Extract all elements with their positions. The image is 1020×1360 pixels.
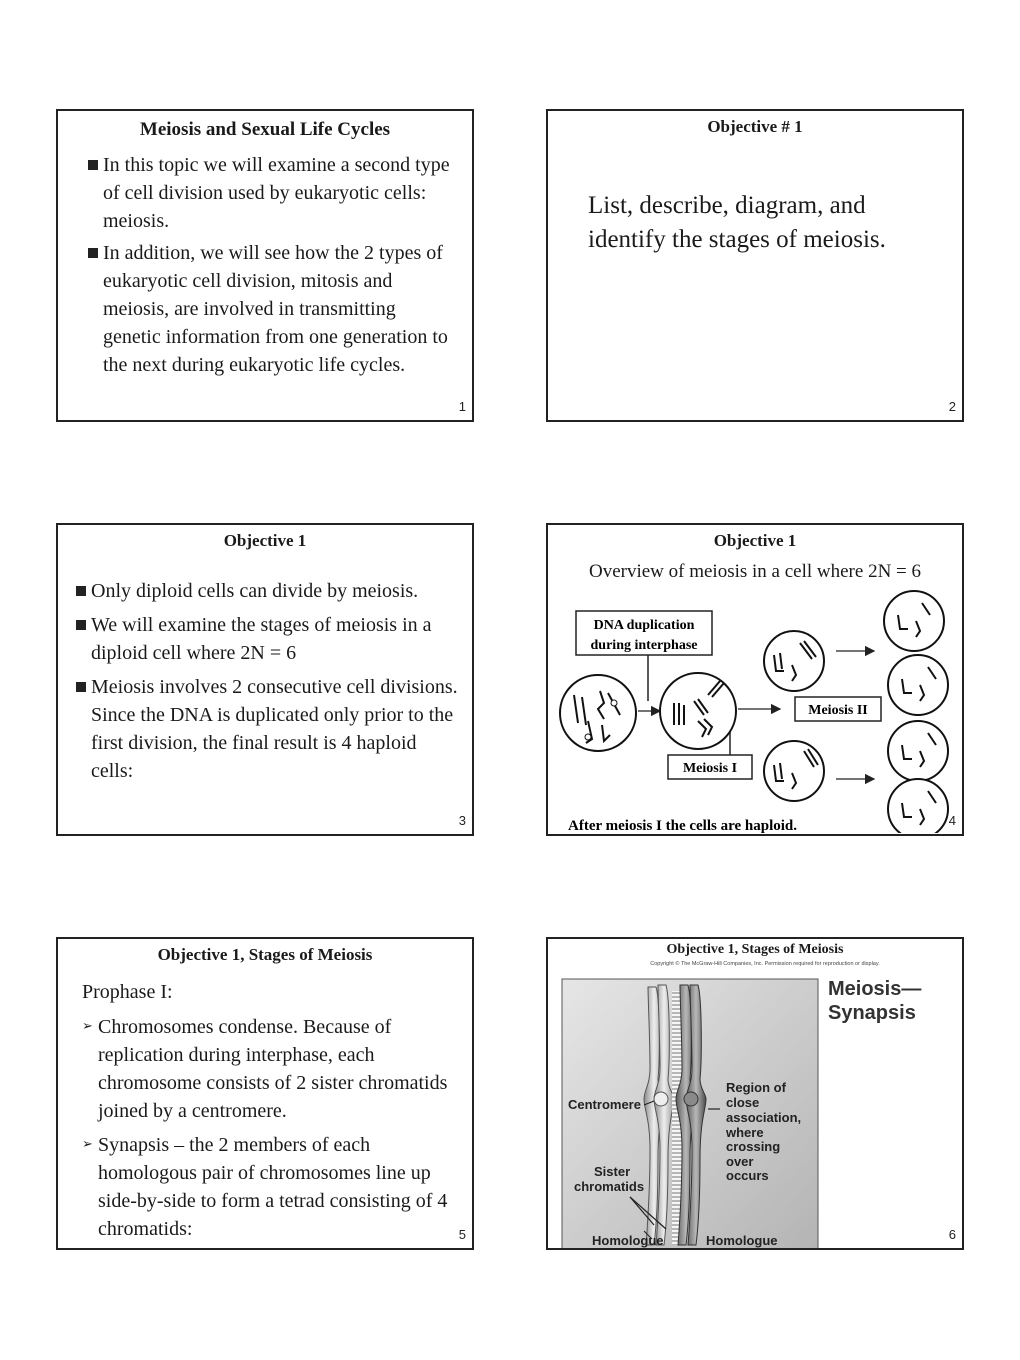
slide-6 xyxy=(546,937,964,1250)
bullet-list xyxy=(88,151,454,379)
arrow-bullet-icon: ➢ xyxy=(82,1019,93,1034)
label-region-6: over xyxy=(726,1154,754,1169)
dna-label-line-1: DNA duplication xyxy=(593,618,695,633)
bullet-item: Only diploid cells can divide by meiosis. xyxy=(76,577,458,605)
slide-5 xyxy=(56,937,474,1250)
daughter-cell-top xyxy=(764,631,824,691)
label-sister-2: chromatids xyxy=(574,1179,645,1194)
label-sister-1: Sister xyxy=(594,1164,631,1179)
bullet-list xyxy=(76,577,458,785)
slide-subtitle: Overview of meiosis in a cell where 2N = 6 xyxy=(588,561,922,582)
daughter-cell-bottom xyxy=(764,741,824,801)
square-bullet-icon xyxy=(88,248,98,258)
label-region-5: crossing xyxy=(726,1139,781,1154)
section-heading: Prophase I: xyxy=(82,981,173,1003)
label-region-3: association, xyxy=(726,1110,802,1125)
haploid-cell-3 xyxy=(888,721,948,781)
label-homologue-left: Homologue xyxy=(592,1233,664,1248)
square-bullet-icon xyxy=(88,160,98,170)
slide-title: Objective # 1 xyxy=(707,117,803,136)
meiosis-overview-diagram xyxy=(548,525,962,834)
slide-3 xyxy=(56,523,474,836)
label-region-2: close xyxy=(726,1095,760,1110)
bullet-item: ➢ Chromosomes condense. Because of replication during interphase, each chromosome consists of 2 sister chromatids joined by a centromere. xyxy=(82,1013,458,1125)
meiosis-1-label xyxy=(668,755,752,779)
slide-4 xyxy=(546,523,964,836)
synapsis-figure xyxy=(548,939,962,1248)
slide-2 xyxy=(546,109,964,422)
figure-title-line-1: Meiosis— xyxy=(828,978,922,1000)
slide-title: Objective 1 xyxy=(223,531,307,550)
slide-title: Objective 1, Stages of Meiosis xyxy=(157,945,373,964)
haploid-cell-4 xyxy=(888,779,948,834)
square-bullet-icon xyxy=(76,682,86,692)
centromere-right xyxy=(684,1092,698,1106)
figure-title-line-2: Synapsis xyxy=(828,1002,916,1024)
copyright-note: Copyright © The McGraw-Hill Companies, Inc. Permission required for reproduction or display. xyxy=(650,961,880,967)
haploid-cell-2 xyxy=(888,655,948,715)
slide-1 xyxy=(56,109,474,422)
bullet-item: In this topic we will examine a second type of cell division used by eukaryotic cells: meiosis. xyxy=(88,151,454,235)
arrow-bullet-icon: ➢ xyxy=(82,1137,93,1152)
bullet-item: In addition, we will see how the 2 types of eukaryotic cell division, mitosis and meiosis, are involved in transmitting genetic information from one generation to the next during eukaryotic life cycles. xyxy=(88,239,454,379)
dna-duplication-label xyxy=(576,611,712,655)
bullet-item: We will examine the stages of meiosis in a diploid cell where 2N = 6 xyxy=(76,611,458,667)
label-homologue-right: Homologue xyxy=(706,1233,778,1248)
slide-number: 3 xyxy=(458,813,466,828)
slide-title: Objective 1, Stages of Meiosis xyxy=(666,942,844,957)
label-region-7: occurs xyxy=(726,1168,769,1183)
meiosis-2-label xyxy=(795,697,881,721)
square-bullet-icon xyxy=(76,620,86,630)
label-region-4: where xyxy=(726,1125,764,1140)
bullet-item: ➢ Synapsis – the 2 members of each homologous pair of chromosomes line up side-by-side to form a tetrad consisting of 4 chromatids: xyxy=(82,1131,458,1243)
diagram-caption: After meiosis I the cells are haploid. xyxy=(568,818,798,834)
haploid-cell-1 xyxy=(884,591,944,651)
slide-number: 1 xyxy=(458,399,466,414)
slide-title: Objective 1 xyxy=(713,531,797,550)
slide-number: 5 xyxy=(458,1227,466,1242)
slide-number: 4 xyxy=(948,813,956,828)
slide-number: 6 xyxy=(948,1227,956,1242)
duplicated-cell xyxy=(660,673,736,749)
bullet-list xyxy=(82,1013,458,1243)
square-bullet-icon xyxy=(76,586,86,596)
slide-number: 2 xyxy=(948,399,956,414)
slide-title: Meiosis and Sexual Life Cycles xyxy=(139,119,391,140)
label-centromere: Centromere xyxy=(568,1097,641,1112)
objective-text: List, describe, diagram, and identify the stages of meiosis. xyxy=(588,192,886,253)
parent-cell xyxy=(560,675,636,751)
label-region-1: Region of xyxy=(726,1080,786,1095)
dna-label-line-2: during interphase xyxy=(590,638,698,653)
meiosis-1-text: Meiosis I xyxy=(682,761,738,776)
bullet-item: Meiosis involves 2 consecutive cell divisions. Since the DNA is duplicated only prior to the first division, the final result is 4 haploid cells: xyxy=(76,673,458,785)
centromere-left xyxy=(654,1092,668,1106)
meiosis-2-text: Meiosis II xyxy=(808,703,868,718)
